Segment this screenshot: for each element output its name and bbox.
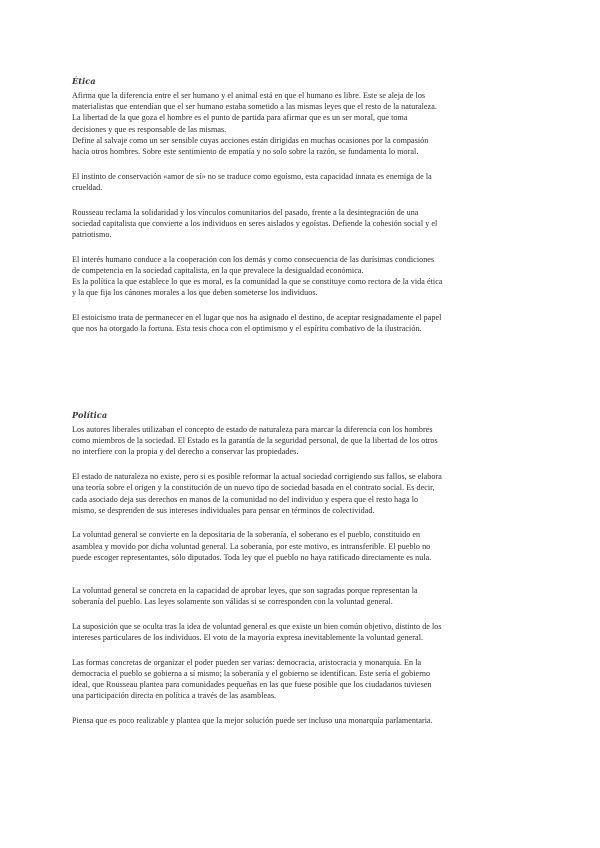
text-line: El instinto de conservación «amor de sí» no se traduce como egoísmo, esta capacidad innata es enemiga de la: [72, 171, 432, 181]
text-line: El estoicismo trata de permanecer en el lugar que nos ha asignado el destino, de aceptar resignadamente el papel: [72, 313, 442, 323]
paragraph: [72, 312, 532, 334]
text-line: ideal, que Rousseau plantea para comunidades pequeñas en las que fuese posible que los ciudadanos tuviesen: [72, 680, 432, 690]
text-line: Afirma que la diferencia entre el ser humano y el animal está en que el humano es libre. Este se aleja de los: [72, 91, 426, 100]
text-line: una participación directa en política a través de las asambleas.: [72, 691, 277, 701]
paragraph: [72, 424, 532, 458]
text-line: y la que fija los cánones morales a los que deben someterse los individuos.: [72, 288, 318, 298]
text-line: Define al salvaje como un ser sensible cuyas acciones están dirigidas en muchas ocasiones por la compasión: [72, 135, 429, 145]
text-line: como miembros de la sociedad. El Estado es la garantía de la seguridad personal, de que la libertad de los otros: [72, 436, 438, 446]
text-line: hacia otros hombres. Sobre este sentimiento de empatía y no solo sobre la razón, se fundamenta lo moral.: [72, 147, 419, 157]
paragraph: [72, 621, 532, 643]
text-line: asamblea y movido por dicha voluntad general. La soberanía, por este motivo, es intransferible. El pueblo no: [72, 541, 431, 551]
text-line: La suposición que se oculta tras la idea de voluntad general es que existe un bien común objetivo, distinto de los: [72, 621, 442, 631]
text-line: puede escoger representantes, sólo diputados. Toda ley que el pueblo no haya ratificado directamente es nula.: [72, 552, 432, 562]
section-title: Política: [72, 410, 108, 420]
text-line: cada asociado deja sus derechos en manos de la comunidad no del individuo y espera que el resto haga lo: [72, 494, 419, 504]
text-line: El estado de naturaleza no existe, pero si es posible reformar la actual sociedad corrigiendo sus fallos, se elabora: [72, 472, 442, 482]
paragraph: [72, 207, 532, 241]
section-title: Ética: [72, 76, 96, 86]
paragraph: [72, 254, 532, 299]
text-line: no interfiere con la propia y del derecho a conservar las propiedades.: [72, 447, 299, 457]
text-line: Los autores liberales utilizaban el concepto de estado de naturaleza para marcar la diferencia con los hombres: [72, 425, 433, 434]
text-line: decisiones y que es responsable de las mismas.: [72, 124, 227, 134]
text-line: patriotismo.: [72, 230, 112, 240]
text-line: El interés humano conduce a la cooperación con los demás y como consecuencia de las durísimas condiciones: [72, 254, 435, 264]
text-line: intereses particulares de los individuos. El voto de la mayoría expresa inevitablemente la voluntad general.: [72, 633, 424, 643]
text-line: La libertad de la que goza el hombre es el punto de partida para afirmar que es un ser moral, que toma: [72, 113, 408, 123]
paragraph: [72, 585, 532, 607]
text-line: mismo, se desprenden de sus intereses individuales para pensar en términos de colectividad.: [72, 505, 375, 515]
text-line: soberanía del pueblo. Las leyes solamente son válidas si se corresponden con la voluntad general.: [72, 597, 393, 607]
text-line: La voluntad general se concreta en la capacidad de aprobar leyes, que son sagradas porque representan la: [72, 586, 418, 596]
text-line: Es la política la que establece lo que es moral, es la comunidad la que se constituye como rectora de la vida ética: [72, 277, 443, 287]
text-line: materialistas que entendían que el ser humano estaba sometido a las mismas leyes que el resto de la naturaleza.: [72, 102, 437, 112]
text-line: La voluntad general se convierte en la depositaria de la soberanía, el soberano es el pueblo, constituido en: [72, 530, 421, 540]
text-line: crueldad.: [72, 182, 103, 192]
text-line: una teoría sobre el origen y la constitución de un nuevo tipo de sociedad basada en el contrato social. Es decir,: [72, 483, 435, 493]
paragraph: [72, 471, 532, 516]
paragraph: [72, 171, 532, 193]
paragraph: [72, 657, 532, 702]
text-line: de competencia en la sociedad capitalista, en la que prevalece la desigualdad económica.: [72, 265, 364, 275]
text-line: Rousseau reclama la solidaridad y los vínculos comunitarios del pasado, frente a la desintegración de una: [72, 207, 419, 217]
paragraph: [72, 715, 532, 726]
text-line: democracia el pueblo se gobierna a sí mismo; la soberanía y el gobierno se identifican. Este sería el gobierno: [72, 669, 431, 679]
text-line: Piensa que es poco realizable y plantea que la mejor solución puede ser incluso una monarquía parlamentaria.: [72, 716, 433, 726]
text-line: Las formas concretas de organizar el poder pueden ser varias: democracia, aristocracia y monarquía. En la: [72, 657, 422, 667]
paragraph: [72, 529, 532, 563]
paragraph: [72, 90, 532, 157]
text-line: sociedad capitalista que convierte a los individuos en seres aislados y egoístas. Defiende la cohesión social y el: [72, 218, 438, 228]
politica-section: [72, 410, 532, 726]
etica-section: [72, 76, 532, 334]
text-line: que nos ha otorgado la fortuna. Esta tesis choca con el optimismo y el espíritu combativo de la ilustración.: [72, 324, 422, 334]
